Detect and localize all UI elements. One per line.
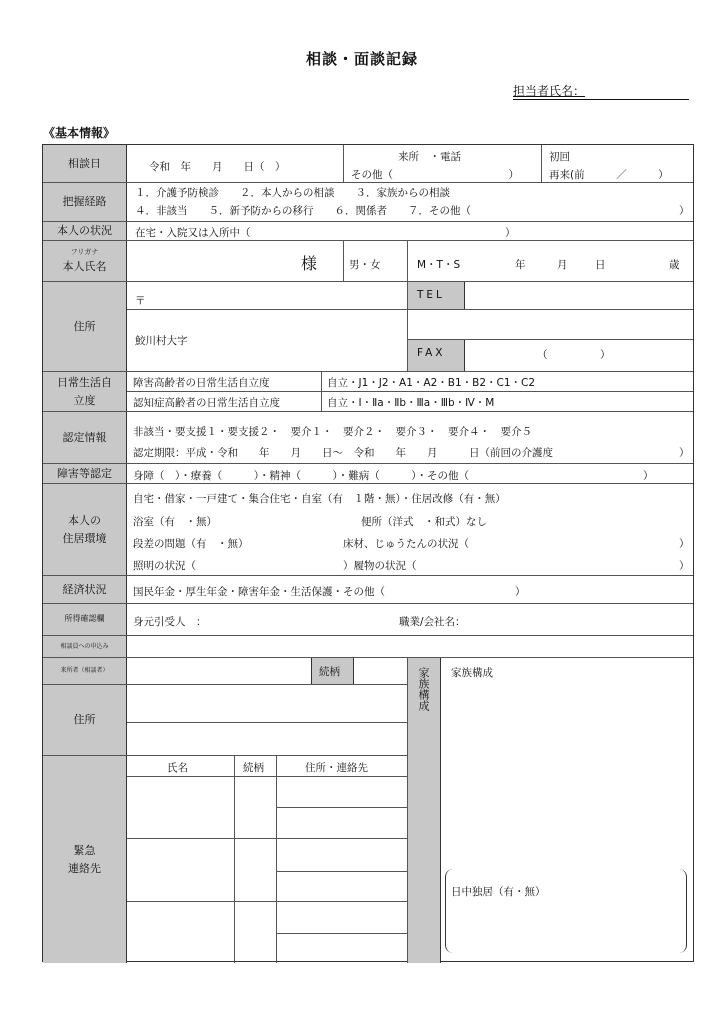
housing-label-1: 本人の: [68, 513, 101, 527]
housing-label: [43, 484, 127, 575]
route-line1[interactable]: １．介護予防検診 ２．本人からの相談 ３．家族からの相談: [135, 187, 450, 199]
age-field: 歳: [669, 259, 680, 271]
disability-close: ）: [643, 470, 654, 482]
daily-label: [43, 372, 127, 411]
tel-label: TEL: [417, 289, 445, 301]
sex-field[interactable]: 男・女: [349, 259, 381, 271]
repeat-visit-option[interactable]: 再来(前 ／ ）: [549, 169, 669, 181]
route-line2[interactable]: ４．非該当 ５．新予防からの移行 ６．関係者 ７．その他（: [135, 205, 471, 217]
housing-line1[interactable]: 自宅・借家・一戸建て・集合住宅・自室（有 １階・無）・住居改修（有・無）: [133, 493, 506, 505]
daily-label-2: 立度: [73, 393, 96, 407]
cert-line2[interactable]: 認定期限：平成・令和 年 月 日～ 令和 年 月 日（前回の介護度: [133, 447, 553, 459]
birth-year: 年: [515, 259, 526, 271]
consult-method-other[interactable]: その他（ ）: [351, 169, 519, 181]
employer-field[interactable]: 職業/会社名：: [399, 616, 466, 628]
emergency-label: [43, 756, 127, 963]
alone-field[interactable]: 日中独居（有・無）: [451, 886, 546, 898]
housing-shoes-close: ）: [679, 560, 690, 572]
status-close: ）: [505, 227, 516, 239]
birth-era[interactable]: M・T・S: [417, 259, 461, 271]
intake-form: [42, 144, 694, 962]
address-label: 住所: [43, 282, 127, 371]
disability-field[interactable]: 身障（ ）・療養（ ）・精神（ ）・難病（ ）・その他（: [133, 470, 469, 482]
name-kana-label: フリガナ: [70, 247, 99, 256]
guarantor-field[interactable]: 身元引受人 ：: [133, 616, 207, 628]
daily-label-1: 日常生活自: [57, 375, 112, 389]
status-label: 本人の状況: [43, 222, 127, 240]
visitor-relation-label: 続柄: [319, 666, 340, 678]
fax-label: FAX: [417, 347, 446, 359]
postal-field[interactable]: 〒: [135, 295, 146, 307]
section-heading: 《基本情報》: [43, 126, 116, 140]
consult-date-label: 相談日: [43, 145, 127, 182]
emergency-col-name: 氏名: [167, 762, 188, 774]
staff-name-label: 担当者氏名：: [513, 84, 586, 98]
income-label: 所得確認欄: [43, 604, 127, 635]
birth-month: 月: [557, 259, 568, 271]
name-sama: 様: [301, 254, 318, 273]
economy-field[interactable]: 国民年金・厚生年金・障害年金・生活保護・その他（: [133, 586, 385, 598]
economy-close: ）: [515, 586, 526, 598]
housing-toilet[interactable]: 便所（洋式 ・和式）なし: [361, 516, 487, 528]
daily-row2-value[interactable]: 自立・Ⅰ・Ⅱa・Ⅱb・Ⅲa・Ⅲb・Ⅳ・M: [327, 397, 495, 409]
housing-label-2: 住居環境: [62, 531, 107, 545]
family-vertical-label: 家族構成: [417, 667, 430, 711]
cert-close: ）: [679, 447, 690, 459]
emergency-label-2: 連絡先: [68, 861, 101, 875]
name-main-label: 本人氏名: [62, 259, 107, 273]
fax-paren[interactable]: （ ）: [537, 349, 611, 361]
daily-row1-value[interactable]: 自立・J1・J2・A1・A2・B1・B2・C1・C2: [327, 377, 536, 389]
consult-method-top[interactable]: 来所 ・電話: [398, 151, 461, 163]
status-field[interactable]: 在宅・入院又は入所中（: [135, 227, 251, 239]
daily-row1-title: 障害高齢者の日常生活自立度: [133, 377, 270, 389]
route-close: ）: [679, 205, 690, 217]
daily-row2-title: 認知症高齢者の日常生活自立度: [133, 397, 280, 409]
family-text[interactable]: 家族構成: [451, 667, 493, 679]
first-visit-option[interactable]: 初回: [549, 151, 570, 163]
cert-label: 認定情報: [43, 412, 127, 463]
visitor-address-label: 住所: [43, 685, 127, 755]
form-title: 相談・面談記録: [305, 50, 418, 68]
housing-step[interactable]: 段差の問題（有 ・無）: [133, 538, 249, 550]
housing-bath[interactable]: 浴室（有 ・無）: [133, 516, 217, 528]
town-field[interactable]: 鮫川村大字: [135, 335, 188, 347]
alone-box: [445, 869, 687, 953]
name-label: [43, 241, 127, 281]
staff-name-field[interactable]: [513, 82, 689, 100]
housing-floor-close: ）: [679, 538, 690, 550]
economy-label: 経済状況: [43, 576, 127, 603]
housing-floor[interactable]: 床材、じゅうたんの状況（: [343, 538, 469, 550]
disability-label: 障害等認定: [43, 464, 127, 483]
visitor-label: 来所者（相談者）: [43, 658, 127, 684]
consult-date-field[interactable]: 令和 年 月 日（ ）: [149, 161, 286, 173]
apply-label: 相談員への申込み: [43, 636, 127, 657]
emergency-col-contact: 住所・連絡先: [305, 762, 368, 774]
housing-shoes[interactable]: ）履物の状況（: [343, 560, 417, 572]
cert-line1[interactable]: 非該当・要支援１・要支援２・ 要介１・ 要介２・ 要介３・ 要介４・ 要介５: [133, 426, 532, 438]
emergency-label-1: 緊急: [73, 843, 96, 857]
route-label: 把握経路: [43, 183, 127, 221]
emergency-col-relation: 続柄: [243, 762, 264, 774]
birth-day: 日: [595, 259, 606, 271]
housing-light[interactable]: 照明の状況（: [133, 560, 196, 572]
